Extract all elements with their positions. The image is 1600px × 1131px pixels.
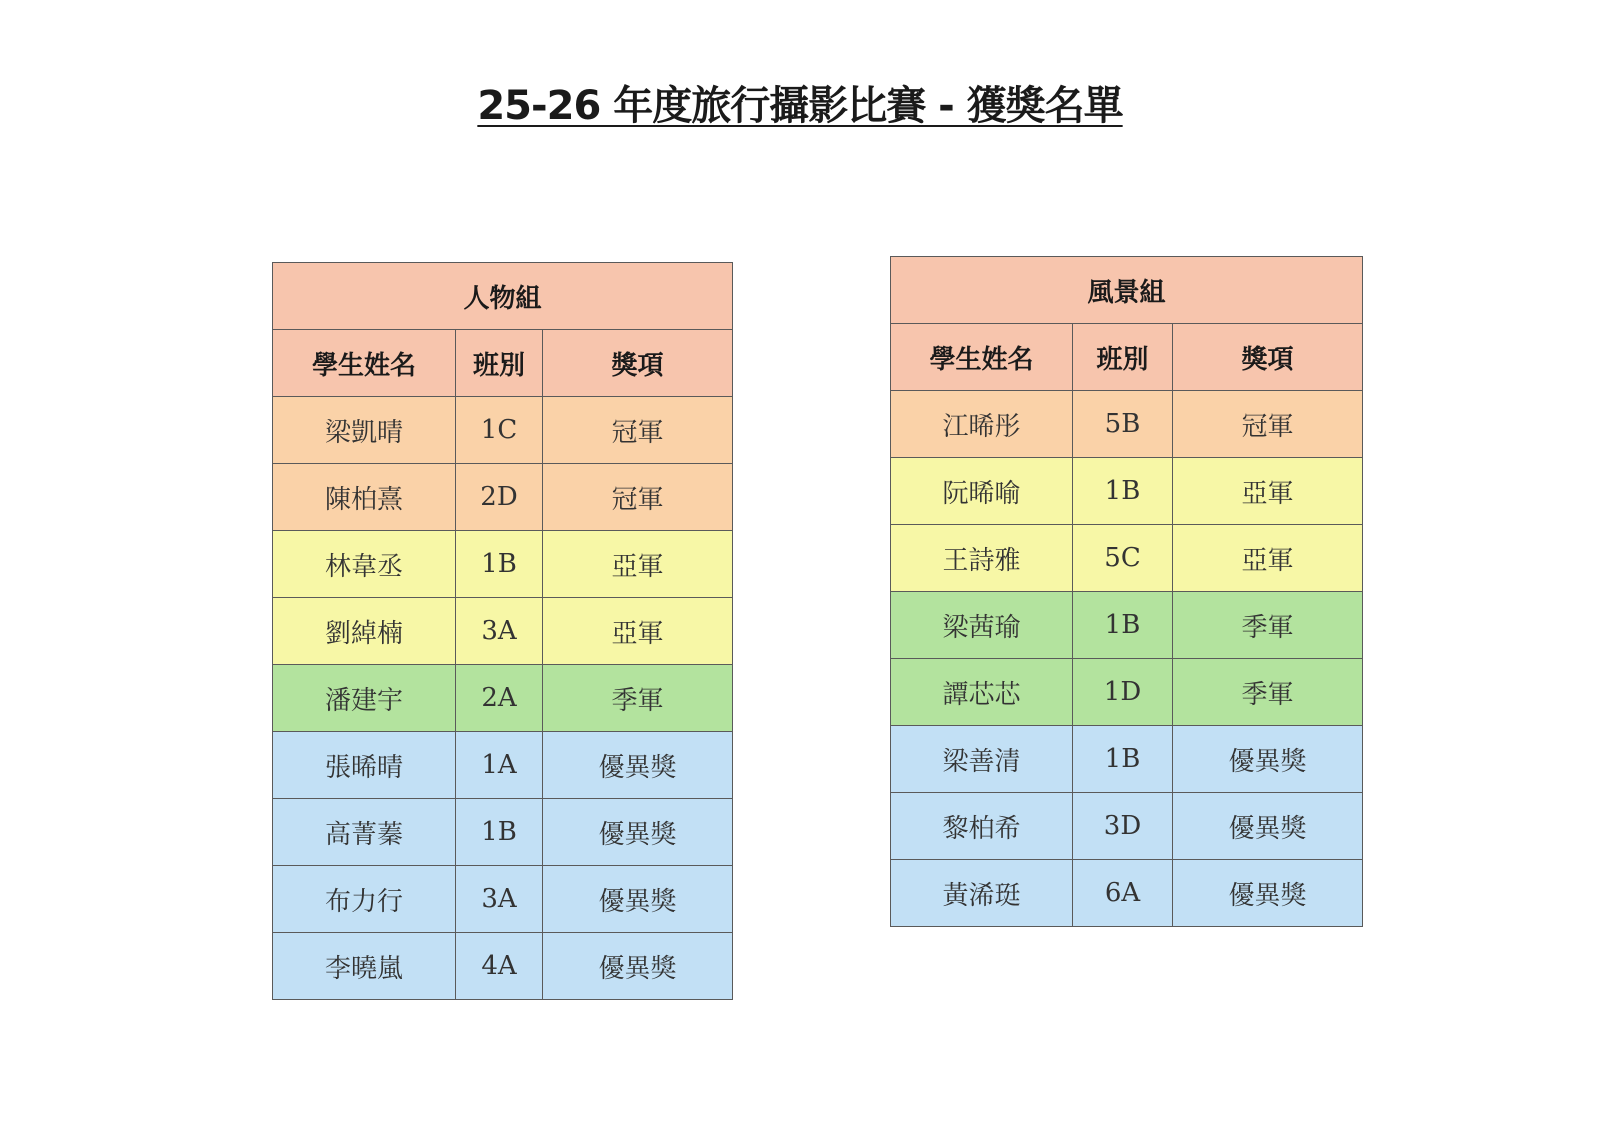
table-row bbox=[273, 598, 733, 665]
table-row bbox=[273, 464, 733, 531]
class-cell: 2D bbox=[456, 464, 543, 531]
student-name-cell: 阮晞喻 bbox=[891, 458, 1073, 525]
award-cell: 優異獎 bbox=[1173, 793, 1363, 860]
class-cell: 1B bbox=[1073, 726, 1173, 793]
portrait-header-class: 班別 bbox=[456, 330, 543, 397]
table-row bbox=[891, 793, 1363, 860]
table-row bbox=[891, 525, 1363, 592]
landscape-group-table bbox=[890, 256, 1363, 927]
portrait-header-name: 學生姓名 bbox=[273, 330, 456, 397]
class-cell: 1B bbox=[1073, 592, 1173, 659]
award-cell: 優異獎 bbox=[543, 732, 733, 799]
landscape-header-class: 班別 bbox=[1073, 324, 1173, 391]
table-row bbox=[273, 933, 733, 1000]
table-row bbox=[891, 458, 1363, 525]
class-cell: 3A bbox=[456, 598, 543, 665]
award-cell: 季軍 bbox=[1173, 659, 1363, 726]
landscape-header-award: 獎項 bbox=[1173, 324, 1363, 391]
student-name-cell: 陳柏熹 bbox=[273, 464, 456, 531]
student-name-cell: 譚芯芯 bbox=[891, 659, 1073, 726]
student-name-cell: 黃浠珽 bbox=[891, 860, 1073, 927]
landscape-table-body bbox=[891, 391, 1363, 927]
award-cell: 亞軍 bbox=[543, 531, 733, 598]
award-cell: 亞軍 bbox=[1173, 525, 1363, 592]
student-name-cell: 張晞晴 bbox=[273, 732, 456, 799]
student-name-cell: 高菁蓁 bbox=[273, 799, 456, 866]
class-cell: 1A bbox=[456, 732, 543, 799]
table-row bbox=[891, 726, 1363, 793]
award-cell: 冠軍 bbox=[1173, 391, 1363, 458]
class-cell: 2A bbox=[456, 665, 543, 732]
award-cell: 優異獎 bbox=[543, 799, 733, 866]
student-name-cell: 江晞彤 bbox=[891, 391, 1073, 458]
landscape-group-title: 風景組 bbox=[891, 257, 1363, 324]
table-row bbox=[891, 592, 1363, 659]
table-row bbox=[273, 665, 733, 732]
table-row bbox=[891, 860, 1363, 927]
table-row bbox=[273, 866, 733, 933]
table-row bbox=[273, 732, 733, 799]
table-row bbox=[891, 391, 1363, 458]
award-cell: 亞軍 bbox=[1173, 458, 1363, 525]
student-name-cell: 李曉嵐 bbox=[273, 933, 456, 1000]
award-cell: 亞軍 bbox=[543, 598, 733, 665]
table-row bbox=[273, 799, 733, 866]
award-cell: 優異獎 bbox=[1173, 726, 1363, 793]
student-name-cell: 林韋丞 bbox=[273, 531, 456, 598]
page-title bbox=[0, 74, 1600, 131]
class-cell: 1B bbox=[456, 799, 543, 866]
student-name-cell: 梁茜瑜 bbox=[891, 592, 1073, 659]
class-cell: 4A bbox=[456, 933, 543, 1000]
award-cell: 優異獎 bbox=[543, 866, 733, 933]
portrait-group-table bbox=[272, 262, 733, 1000]
table-row bbox=[891, 659, 1363, 726]
portrait-header-award: 獎項 bbox=[543, 330, 733, 397]
class-cell: 5B bbox=[1073, 391, 1173, 458]
portrait-table-body bbox=[273, 397, 733, 1000]
class-cell: 1C bbox=[456, 397, 543, 464]
class-cell: 1B bbox=[1073, 458, 1173, 525]
award-cell: 優異獎 bbox=[1173, 860, 1363, 927]
page-title-text: 25-26 年度旅行攝影比賽 - 獲獎名單 bbox=[477, 83, 1123, 129]
class-cell: 6A bbox=[1073, 860, 1173, 927]
award-cell: 季軍 bbox=[1173, 592, 1363, 659]
class-cell: 1B bbox=[456, 531, 543, 598]
student-name-cell: 布力行 bbox=[273, 866, 456, 933]
table-row bbox=[273, 531, 733, 598]
portrait-group-title: 人物組 bbox=[273, 263, 733, 330]
student-name-cell: 潘建宇 bbox=[273, 665, 456, 732]
student-name-cell: 王詩雅 bbox=[891, 525, 1073, 592]
student-name-cell: 黎柏希 bbox=[891, 793, 1073, 860]
award-cell: 優異獎 bbox=[543, 933, 733, 1000]
class-cell: 1D bbox=[1073, 659, 1173, 726]
landscape-header-name: 學生姓名 bbox=[891, 324, 1073, 391]
award-cell: 季軍 bbox=[543, 665, 733, 732]
award-cell: 冠軍 bbox=[543, 464, 733, 531]
table-row bbox=[273, 397, 733, 464]
student-name-cell: 劉綽楠 bbox=[273, 598, 456, 665]
class-cell: 5C bbox=[1073, 525, 1173, 592]
student-name-cell: 梁凱晴 bbox=[273, 397, 456, 464]
award-cell: 冠軍 bbox=[543, 397, 733, 464]
class-cell: 3D bbox=[1073, 793, 1173, 860]
student-name-cell: 梁善清 bbox=[891, 726, 1073, 793]
class-cell: 3A bbox=[456, 866, 543, 933]
